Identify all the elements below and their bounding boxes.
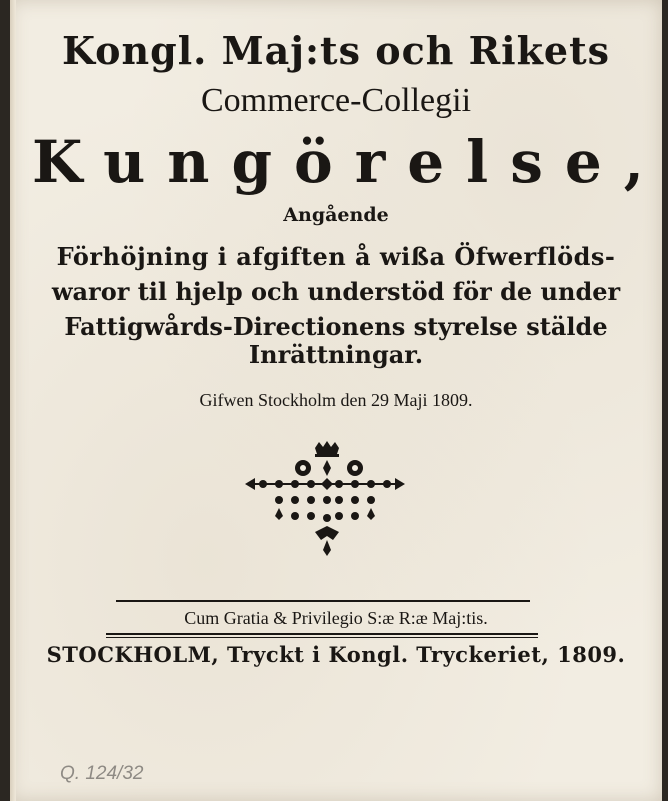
body-line-3: Fattigwårds-Directionens styrelse stälde: [64, 312, 608, 341]
title-line-1: Kongl. Maj:ts och Rikets: [61, 28, 611, 73]
privilege-line: Cum Gratia & Privilegio S:æ R:æ Maj:tis.: [184, 608, 488, 628]
subtitle: Angående: [283, 204, 389, 226]
double-rule-thin: [106, 637, 538, 638]
body-line-4: Inrättningar.: [248, 340, 424, 369]
shelf-mark: Q. 124/32: [60, 763, 144, 784]
title-line-2: Commerce-Collegii: [200, 82, 472, 119]
title-kungorelse: Kungörelse,: [32, 128, 666, 196]
printed-page: [10, 0, 666, 801]
crown-ornament-icon: [235, 440, 415, 560]
body-line-2: waror til hjelp och understöd för de under: [51, 277, 621, 306]
imprint-line: STOCKHOLM, Tryckt i Kongl. Tryckeriet, 1809.: [46, 642, 626, 667]
body-line-1: Förhöjning i afgiften å wißa Öfwerflöds-: [56, 242, 616, 271]
top-rule: [116, 600, 530, 602]
date-line: Gifwen Stockholm den 29 Maji 1809.: [199, 390, 473, 410]
double-rule-thick: [106, 633, 538, 635]
